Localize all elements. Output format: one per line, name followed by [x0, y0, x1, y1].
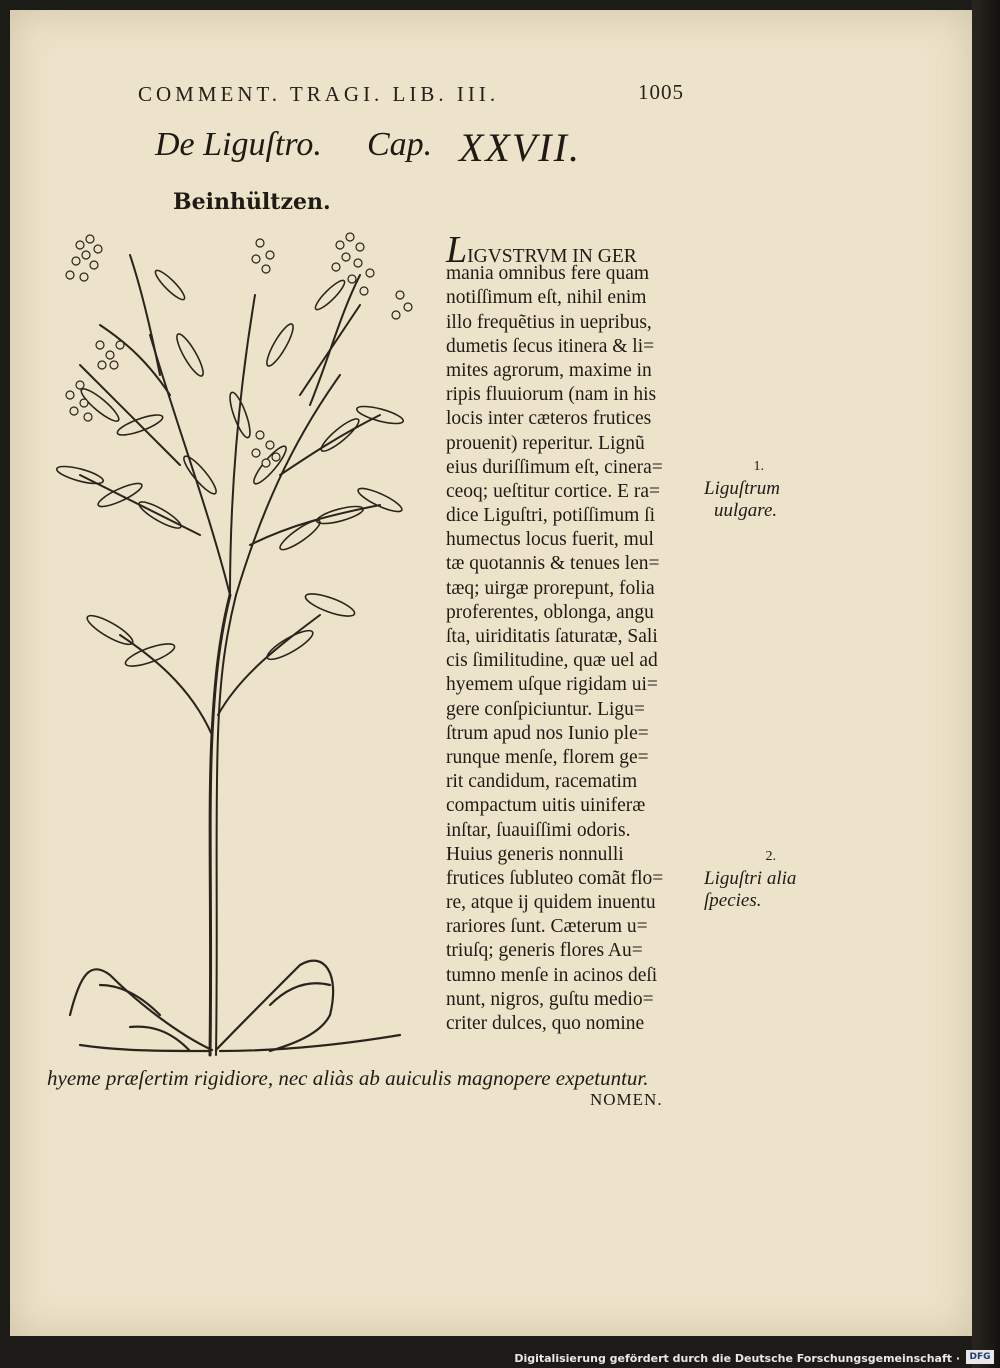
- text-line: humectus locus fuerit, mul: [446, 529, 654, 551]
- text-line: tæ quotannis & tenues len=: [446, 553, 660, 575]
- text-line: tumno menſe in acinos deſi: [446, 964, 658, 986]
- text-line: frutices ſubluteo comãt flo=: [446, 867, 664, 889]
- digitization-credit: Digitalisierung gefördert durch die Deutsche Forschungsgemeinschaft ·: [514, 1352, 960, 1365]
- running-head: [138, 82, 698, 107]
- german-plant-name: Beinhültzen.: [173, 189, 331, 215]
- text-line: illo frequẽtius in uepribus,: [446, 311, 652, 333]
- page-number: 1005: [638, 80, 684, 104]
- text-line: hyemem uſque rigidam ui=: [446, 674, 658, 696]
- text-line: Huius generis nonnulli: [446, 843, 624, 865]
- text-line: [446, 229, 706, 271]
- text-line: dice Liguſtri, potiſſimum ſi: [446, 505, 656, 527]
- text-line: ceoq; ueſtitur cortice. E ra=: [446, 480, 661, 502]
- drop-capital: L: [446, 229, 468, 271]
- catchword: NOMEN.: [590, 1090, 663, 1109]
- chapter-cap-label: Cap.: [367, 126, 433, 163]
- text-line: eius duriſſimum eſt, cinera=: [446, 456, 663, 478]
- text-line: mania omnibus fere quam: [446, 263, 650, 285]
- text-line: tæq; uirgæ prorepunt, folia: [446, 577, 655, 599]
- text-line: rit candidum, racematim: [446, 771, 638, 793]
- chapter-number: XXVII.: [459, 125, 581, 170]
- privet-woodcut-illustration: [40, 215, 440, 1065]
- text-line: ſta, uiriditatis ſaturatæ, Sali: [446, 626, 658, 647]
- marginal-note-line: ſpecies.: [704, 890, 762, 911]
- text-line: proferentes, oblonga, angu: [446, 601, 654, 623]
- text-line: re, atque ij quidem inuentu: [446, 892, 656, 914]
- marginal-note-2: [704, 846, 796, 912]
- main-text-column: [446, 229, 706, 1036]
- marginal-note-number: 1.: [753, 459, 764, 474]
- dfg-logo: DFG: [966, 1350, 994, 1364]
- text-line: prouenit) reperitur. Lignũ: [446, 432, 645, 454]
- text-line-content: IGVSTRVM IN GER: [467, 246, 637, 267]
- text-line: notiſſimum eſt, nihil enim: [446, 287, 647, 309]
- running-head-text: COMMENT. TRAGI. LIB. III.: [138, 82, 500, 106]
- text-line: dumetis ſecus itinera & li=: [446, 335, 655, 357]
- text-line: rariores ſunt. Cæterum u=: [446, 916, 648, 938]
- text-line: criter dulces, quo nomine: [446, 1013, 645, 1034]
- text-line: mites agrorum, maxime in: [446, 359, 652, 381]
- text-line: gere conſpiciuntur. Ligu=: [446, 698, 645, 720]
- text-line: ſtrum apud nos Iunio ple=: [446, 722, 649, 744]
- marginal-note-line: Liguſtri alia: [704, 868, 797, 889]
- marginal-note-line: Liguſtrum: [704, 478, 781, 499]
- text-line: cis ſimilitudine, quæ uel ad: [446, 650, 658, 672]
- marginal-note-number: 2.: [765, 849, 776, 864]
- chapter-title: De Liguſtro.: [155, 126, 322, 163]
- text-line: compactum uitis uiniferæ: [446, 795, 646, 817]
- text-line: ripis fluuiorum (nam in his: [446, 384, 657, 406]
- text-line: locis inter cæteros frutices: [446, 408, 652, 430]
- full-width-closing-line: hyeme præſertim rigidiore, nec aliàs ab auiculis magnopere expetuntur.: [47, 1066, 649, 1090]
- marginal-note-1: [704, 456, 780, 522]
- marginal-note-line: uulgare.: [714, 500, 778, 521]
- scan-border: [972, 0, 1000, 1368]
- text-line: triuſq; generis flores Au=: [446, 940, 643, 962]
- text-line: inſtar, ſuauiſſimi odoris.: [446, 819, 631, 841]
- text-line: nunt, nigros, guſtu medio=: [446, 988, 654, 1010]
- text-line: runque menſe, florem ge=: [446, 746, 649, 768]
- chapter-heading: [155, 125, 581, 170]
